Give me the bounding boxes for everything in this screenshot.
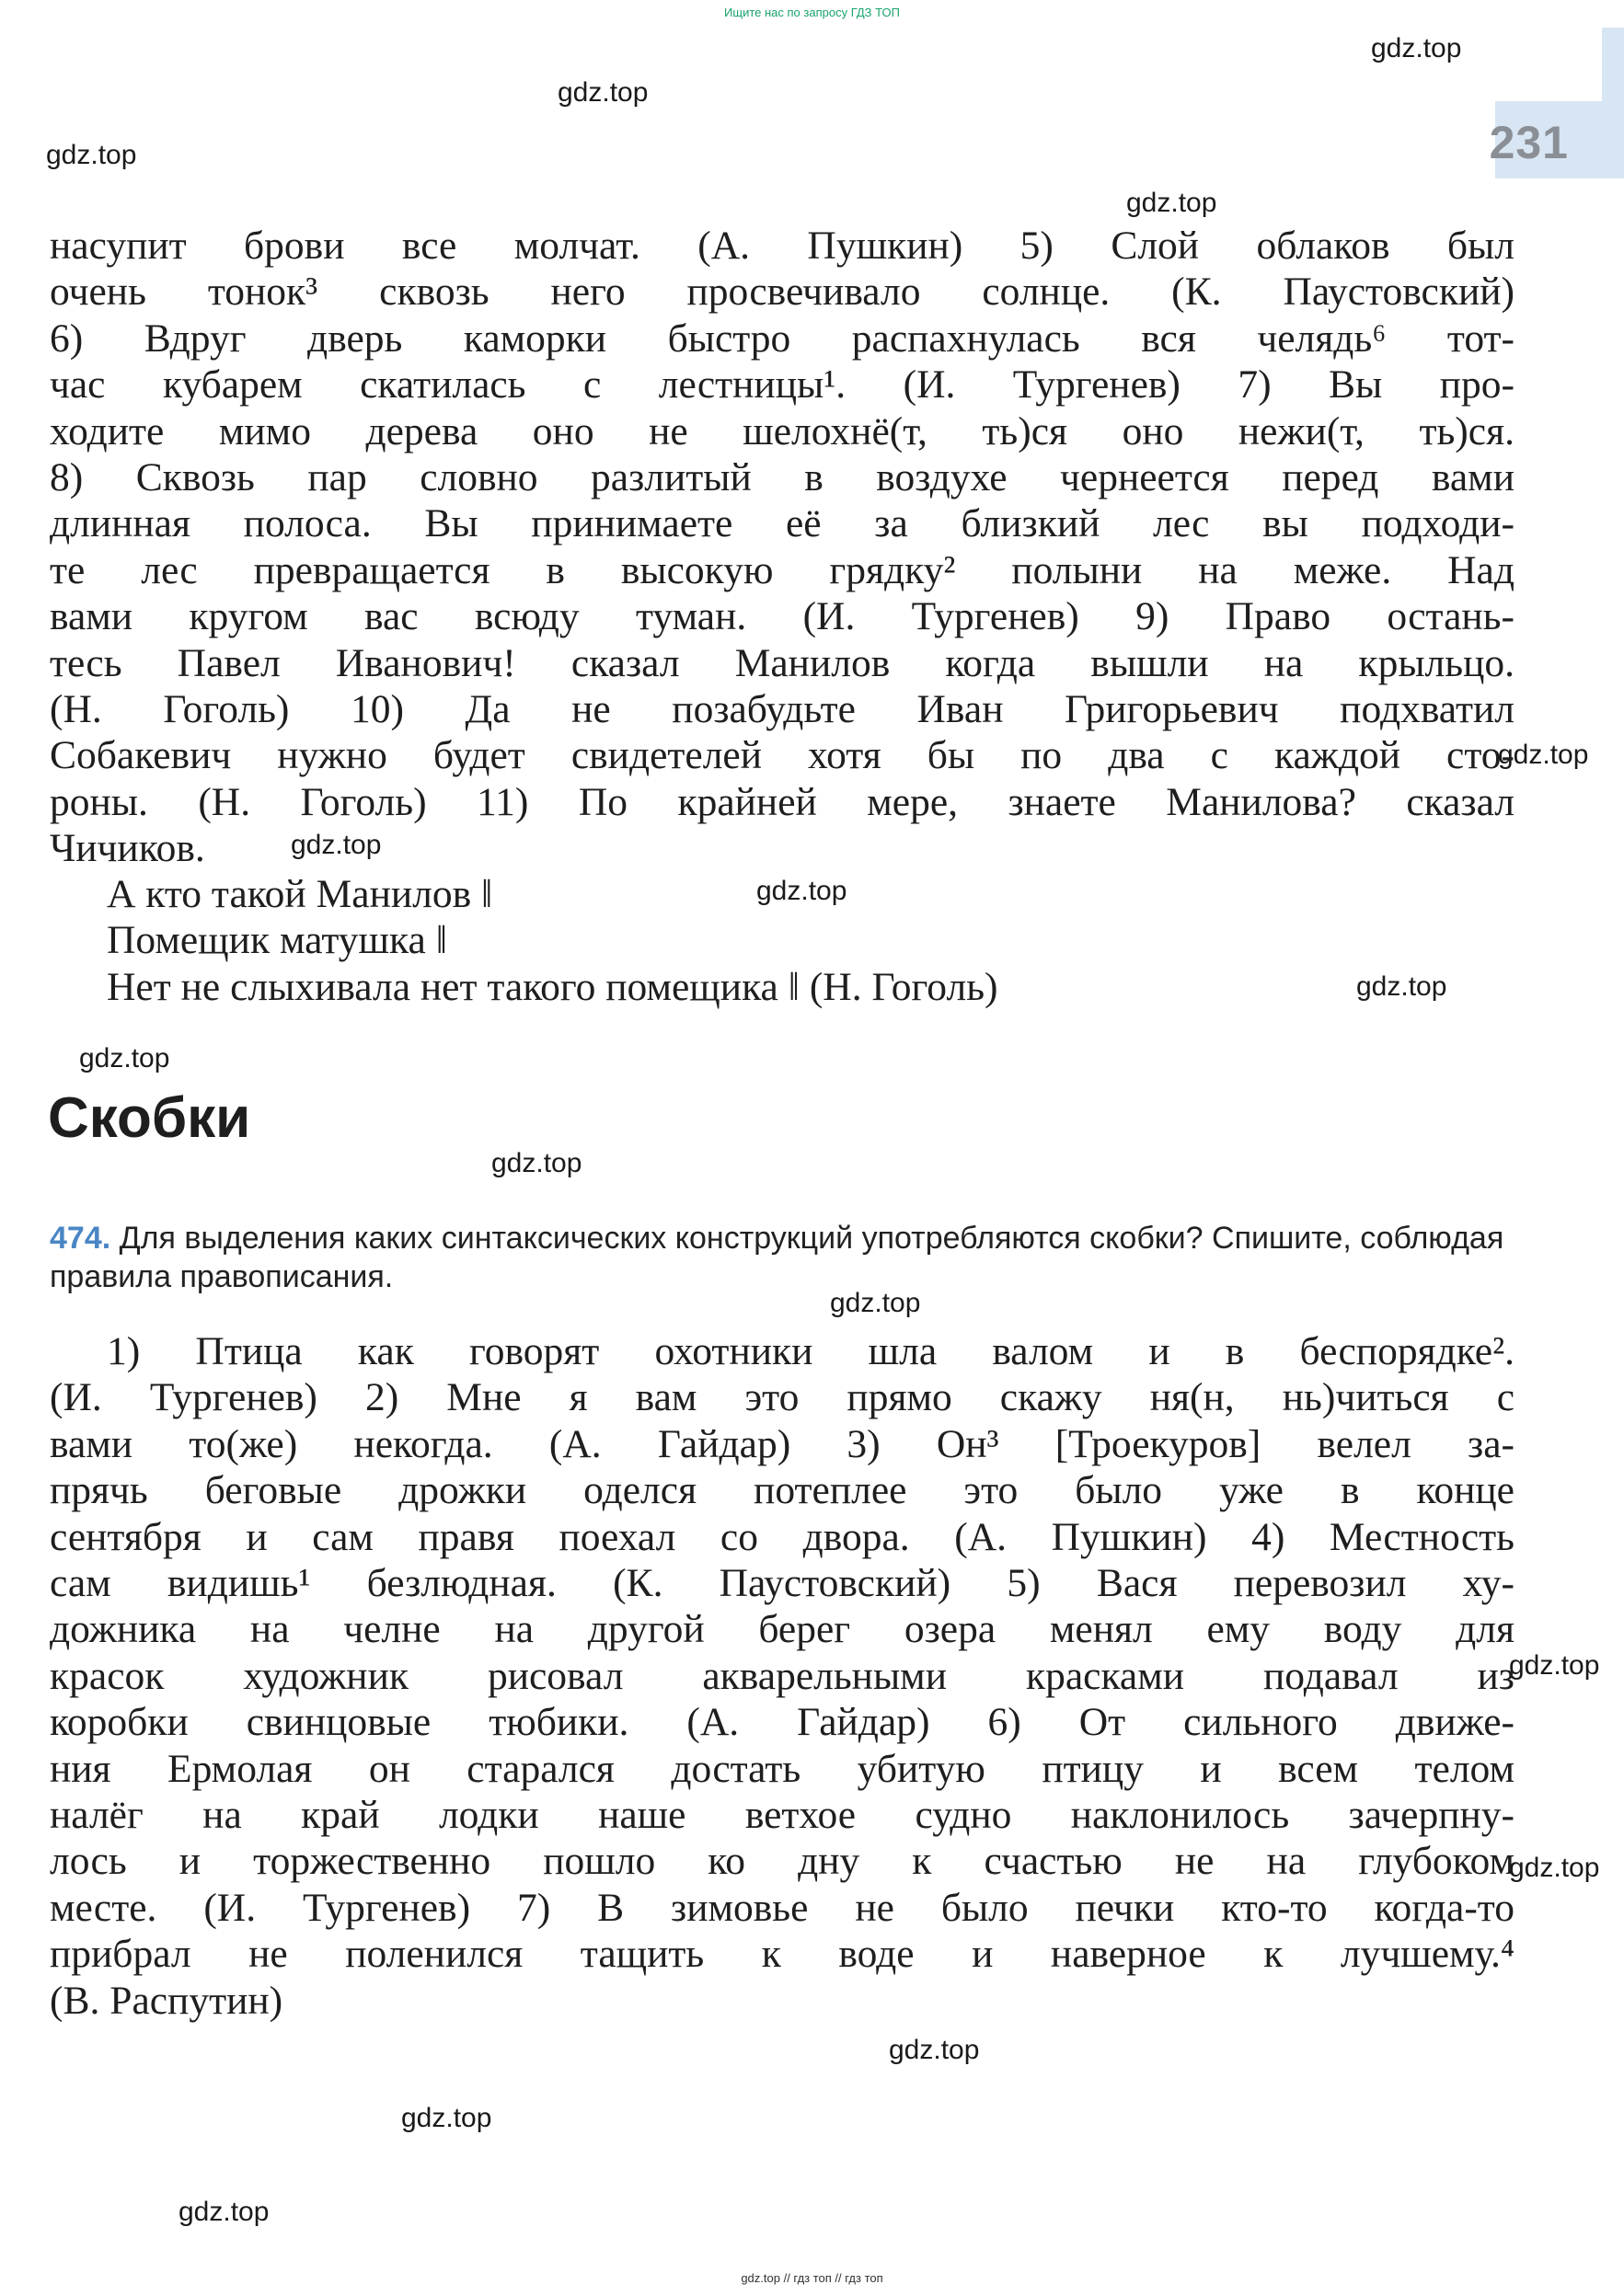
dialog-line: Нет не слыхивала нет такого помещика ‖ (Н. Гоголь) xyxy=(107,964,998,1009)
watermark: gdz.top xyxy=(830,1288,921,1318)
watermark: gdz.top xyxy=(889,2035,980,2065)
text-line: те лес превращается в высокую грядку² полыни на меже. Над xyxy=(50,547,1515,592)
exercise-number: 474. xyxy=(50,1221,111,1256)
text-line: сам видишь¹ безлюдная. (К. Паустовский) 5) Вася перевозил ху- xyxy=(50,1561,1515,1606)
watermark: gdz.top xyxy=(1509,1853,1600,1883)
text-line: Собакевич нужно будет свидетелей хотя бы по два с каждой сто- xyxy=(50,733,1515,778)
watermark: gdz.top xyxy=(46,140,137,170)
watermark: gdz.top xyxy=(179,2197,270,2227)
text-line: вами кругом вас всюду туман. (И. Тургенев) 9) Право остань- xyxy=(50,594,1515,639)
section-heading: Скобки xyxy=(48,1086,251,1150)
watermark: gdz.top xyxy=(558,77,649,108)
text-line: час кубарем скатилась с лестницы¹. (И. Тургенев) 7) Вы про- xyxy=(50,362,1515,408)
text-line: 6) Вдруг дверь каморки быстро распахнулась вся челядь⁶ тот- xyxy=(50,316,1515,361)
watermark: gdz.top xyxy=(291,830,382,860)
exercise-text: Для выделения каких синтаксических конструкций употребляются скобки? Спишите, соблюдая правила правописания. xyxy=(50,1221,1504,1294)
paragraph-top xyxy=(50,223,1515,825)
watermark: gdz.top xyxy=(1498,740,1589,770)
text-line: (И. Тургенев) 2) Мне я вам это прямо скажу ня(н, нь)читься с xyxy=(50,1375,1515,1420)
text-line: (Н. Гоголь) 10) Да не позабудьте Иван Григорьевич подхватил xyxy=(50,687,1515,732)
watermark: gdz.top xyxy=(1126,188,1217,218)
watermark: gdz.top xyxy=(1509,1650,1600,1681)
watermark: gdz.top xyxy=(79,1043,170,1073)
text-line: 8) Сквозь пар словно разлитый в воздухе чернеется перед вами xyxy=(50,455,1515,500)
text-line: ния Ермолая он старался достать убитую птицу и всем телом xyxy=(50,1746,1515,1791)
dialog-block xyxy=(107,871,998,1010)
text-line-final: (В. Распутин) xyxy=(50,1979,283,2023)
text-line: прибрал не поленился тащить к воде и наверное к лучшему.⁴ xyxy=(50,1932,1515,1977)
exercise-prompt xyxy=(50,1219,1515,1296)
text-line: тесь Павел Иванович! сказал Манилов когда вышли на крыльцо. xyxy=(50,640,1515,685)
page-number: 231 xyxy=(1489,117,1569,168)
paragraph-bottom xyxy=(50,1328,1515,1978)
text-line: коробки свинцовые тюбики. (А. Гайдар) 6) От сильного движе- xyxy=(50,1700,1515,1745)
text-line: красок художник рисовал акварельными красками подавал из xyxy=(50,1653,1515,1698)
text-line: лось и торжественно пошло ко дну к счастью не на глубоком xyxy=(50,1839,1515,1884)
text-line: прячь беговые дрожки оделся потеплее это было уже в конце xyxy=(50,1468,1515,1513)
watermark: gdz.top xyxy=(1356,971,1447,1002)
text-line: длинная полоса. Вы принимаете её за близкий лес вы подходи- xyxy=(50,501,1515,546)
text-line: месте. (И. Тургенев) 7) В зимовье не было печки кто-то когда-то xyxy=(50,1885,1515,1930)
text-line: насупит брови все молчат. (А. Пушкин) 5) Слой облаков был xyxy=(50,224,1515,268)
text-line: вами то(же) некогда. (А. Гайдар) 3) Он³ [Троекуров] велел за- xyxy=(50,1421,1515,1466)
top-banner: Ищите нас по запросу ГДЗ ТОП xyxy=(724,6,900,19)
text-line: 1) Птица как говорят охотники шла валом и в беспорядке². xyxy=(107,1329,1515,1373)
text-line: сентября и сам правя поехал со двора. (А. Пушкин) 4) Местность xyxy=(50,1514,1515,1559)
watermark: gdz.top xyxy=(401,2103,492,2133)
text-line-last: Чичиков. xyxy=(50,826,205,870)
footer: gdz.top // гдз топ // гдз топ xyxy=(741,2271,883,2285)
text-line: очень тонок³ сквозь него просвечивало солнце. (К. Паустовский) xyxy=(50,270,1515,315)
text-line: дожника на челне на другой берег озера менял ему воду для xyxy=(50,1607,1515,1652)
dialog-line: Помещик матушка ‖ xyxy=(107,918,447,963)
text-line: налёг на край лодки наше ветхое судно наклонилось зачерпну- xyxy=(50,1793,1515,1838)
text-line: роны. (Н. Гоголь) 11) По крайней мере, знаете Манилова? сказал xyxy=(50,779,1515,824)
watermark: gdz.top xyxy=(1371,33,1462,63)
watermark: gdz.top xyxy=(756,876,847,906)
text-line: ходите мимо дерева оно не шелохнё(т, ть)ся оно нежи(т, ть)ся. xyxy=(50,408,1515,453)
dialog-line: А кто такой Манилов ‖ xyxy=(107,872,493,916)
watermark: gdz.top xyxy=(491,1148,582,1178)
